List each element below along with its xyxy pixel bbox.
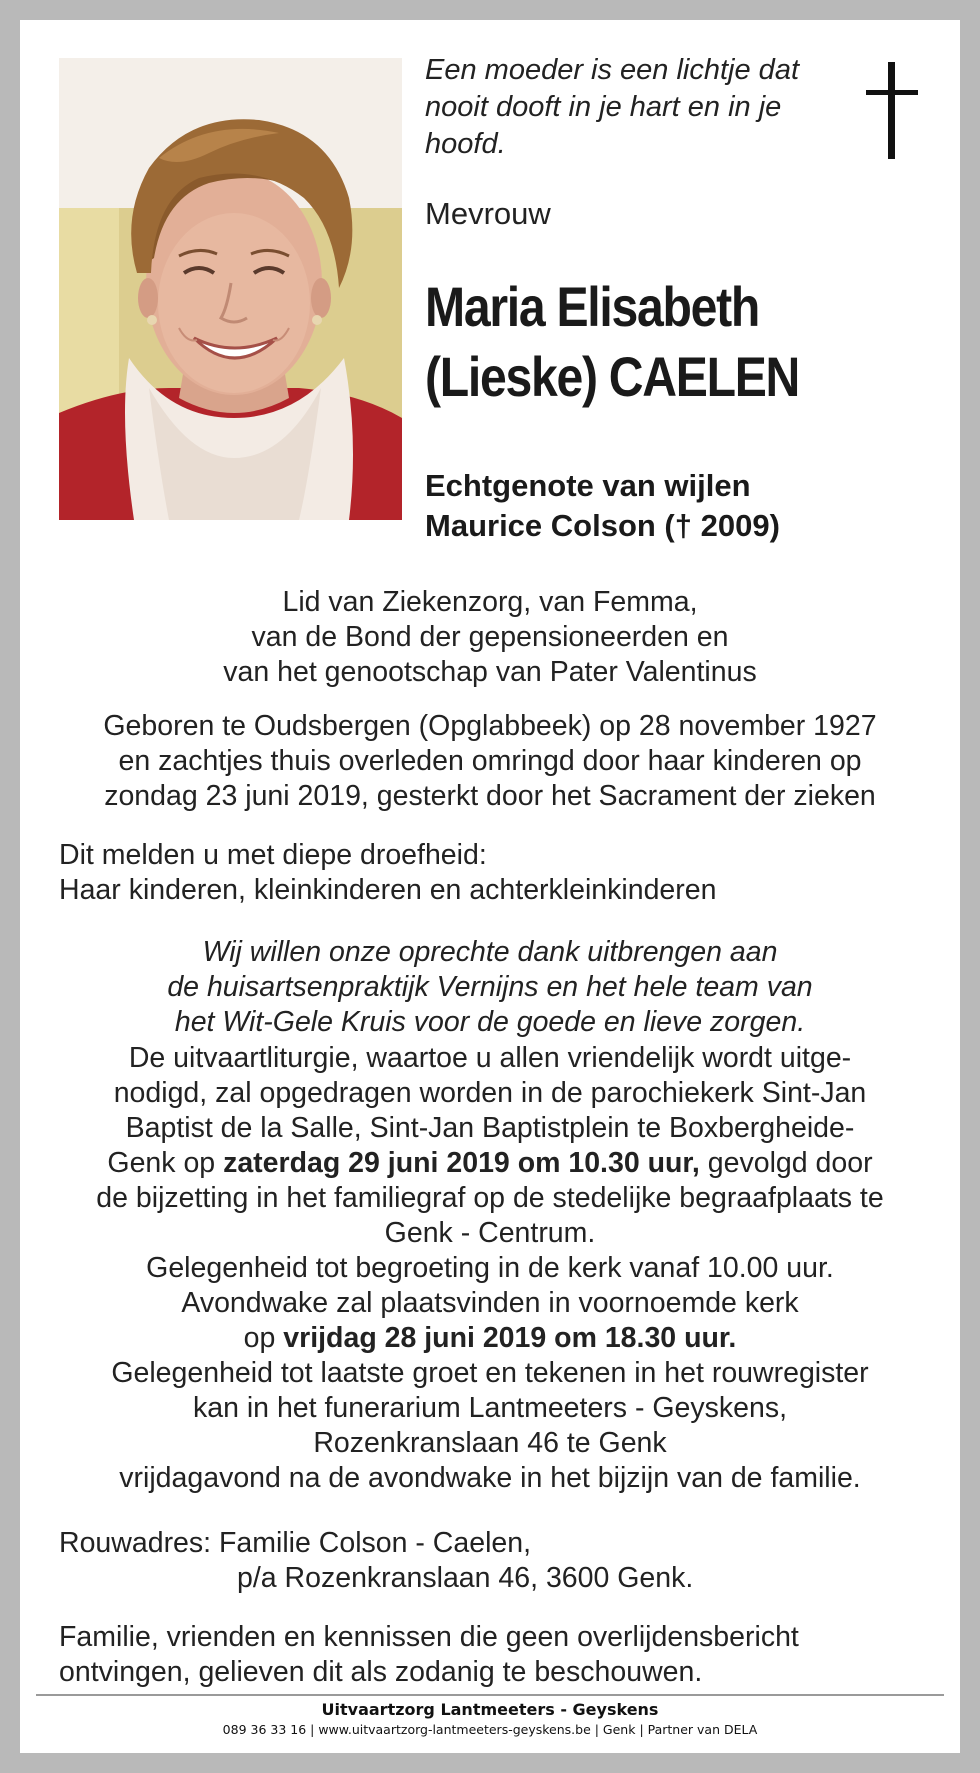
- quote-line: Een moeder is een lichtje dat: [425, 54, 799, 86]
- text-line: Lid van Ziekenzorg, van Femma,: [282, 586, 698, 618]
- text-line: Dit melden u met diepe droefheid:: [59, 839, 487, 871]
- text-line: De uitvaartliturgie, waartoe u allen vriendelijk wordt uitge-: [128, 1042, 852, 1074]
- text-fragment: Genk op: [107, 1147, 224, 1179]
- birth-death-paragraph: [50, 709, 930, 814]
- text-line: vrijdagavond na de avondwake in het bijzijn van de familie.: [119, 1462, 861, 1494]
- text-line: en zachtjes thuis overleden omringd door haar kinderen op: [118, 745, 862, 777]
- text-line: nodigd, zal opgedragen worden in de parochiekerk Sint-Jan: [113, 1077, 867, 1109]
- text-line: Gelegenheid tot laatste groet en tekenen in het rouwregister: [111, 1357, 869, 1389]
- text-line: kan in het funerarium Lantmeeters - Geyskens,: [192, 1392, 788, 1424]
- name-line: Maria Elisabeth: [425, 275, 759, 338]
- text-line: [50, 1321, 930, 1356]
- text-line: Baptist de la Salle, Sint-Jan Baptistplein te Boxbergheide-: [125, 1112, 855, 1144]
- quote-line: hoofd.: [425, 128, 506, 160]
- text-line: [50, 1146, 930, 1181]
- funeral-home-contact: 089 36 33 16 | www.uitvaartzorg-lantmeeters-geyskens.be | Genk | Partner van DELA: [222, 1722, 758, 1737]
- deceased-name: [425, 272, 872, 412]
- text-line: de bijzetting in het familiegraf op de stedelijke begraafplaats te: [96, 1182, 884, 1214]
- text-line: Avondwake zal plaatsvinden in voornoemde kerk: [181, 1287, 799, 1319]
- text-fragment: op: [243, 1322, 284, 1354]
- closing-paragraph: [59, 1620, 939, 1690]
- quote-line: nooit dooft in je hart en in je: [425, 91, 782, 123]
- name-line: (Lieske) CAELEN: [425, 345, 800, 408]
- funeral-paragraph: [50, 1041, 930, 1496]
- footer-divider: [36, 1694, 944, 1696]
- text-line: de huisartsenpraktijk Vernijns en het hele team van: [167, 971, 813, 1003]
- memberships-paragraph: [50, 585, 930, 690]
- mourning-address: [59, 1526, 939, 1596]
- text-line: ontvingen, gelieven dit als zodanig te beschouwen.: [59, 1656, 703, 1688]
- text-line: Rozenkranslaan 46 te Genk: [313, 1427, 667, 1459]
- text-line: Haar kinderen, kleinkinderen en achterkleinkinderen: [59, 874, 717, 906]
- wake-date: vrijdag 28 juni 2019 om 18.30 uur.: [283, 1322, 737, 1354]
- spouse-info: [425, 466, 945, 546]
- spouse-line: Maurice Colson († 2009): [425, 508, 780, 543]
- text-line: het Wit-Gele Kruis voor de goede en lieve zorgen.: [174, 1006, 806, 1038]
- spouse-line: Echtgenote van wijlen: [425, 468, 751, 503]
- announcement-paragraph: [59, 838, 939, 908]
- text-line: van het genootschap van Pater Valentinus: [223, 656, 757, 688]
- text-line: Familie, vrienden en kennissen die geen overlijdensbericht: [59, 1621, 799, 1653]
- text-line: Geboren te Oudsbergen (Opglabbeek) op 28 november 1927: [103, 710, 877, 742]
- text-fragment: gevolgd door: [699, 1147, 873, 1179]
- memorial-quote: [425, 52, 825, 163]
- cross-icon: [862, 62, 922, 162]
- funeral-date: zaterdag 29 juni 2019 om 10.30 uur,: [223, 1147, 700, 1179]
- thanks-paragraph: [50, 935, 930, 1040]
- text-line: van de Bond der gepensioneerden en: [251, 621, 729, 653]
- text-line: Wij willen onze oprechte dank uitbrengen aan: [202, 936, 778, 968]
- text-line: zondag 23 juni 2019, gesterkt door het Sacrament der zieken: [104, 780, 876, 812]
- portrait-photo: [59, 58, 402, 520]
- address-line: p/a Rozenkranslaan 46, 3600 Genk.: [237, 1562, 694, 1594]
- salutation: Mevrouw: [425, 196, 551, 231]
- text-line: Genk - Centrum.: [384, 1217, 596, 1249]
- text-line: Gelegenheid tot begroeting in de kerk vanaf 10.00 uur.: [146, 1252, 834, 1284]
- funeral-home-name: Uitvaartzorg Lantmeeters - Geyskens: [321, 1700, 659, 1719]
- address-line: Rouwadres: Familie Colson - Caelen,: [59, 1527, 532, 1559]
